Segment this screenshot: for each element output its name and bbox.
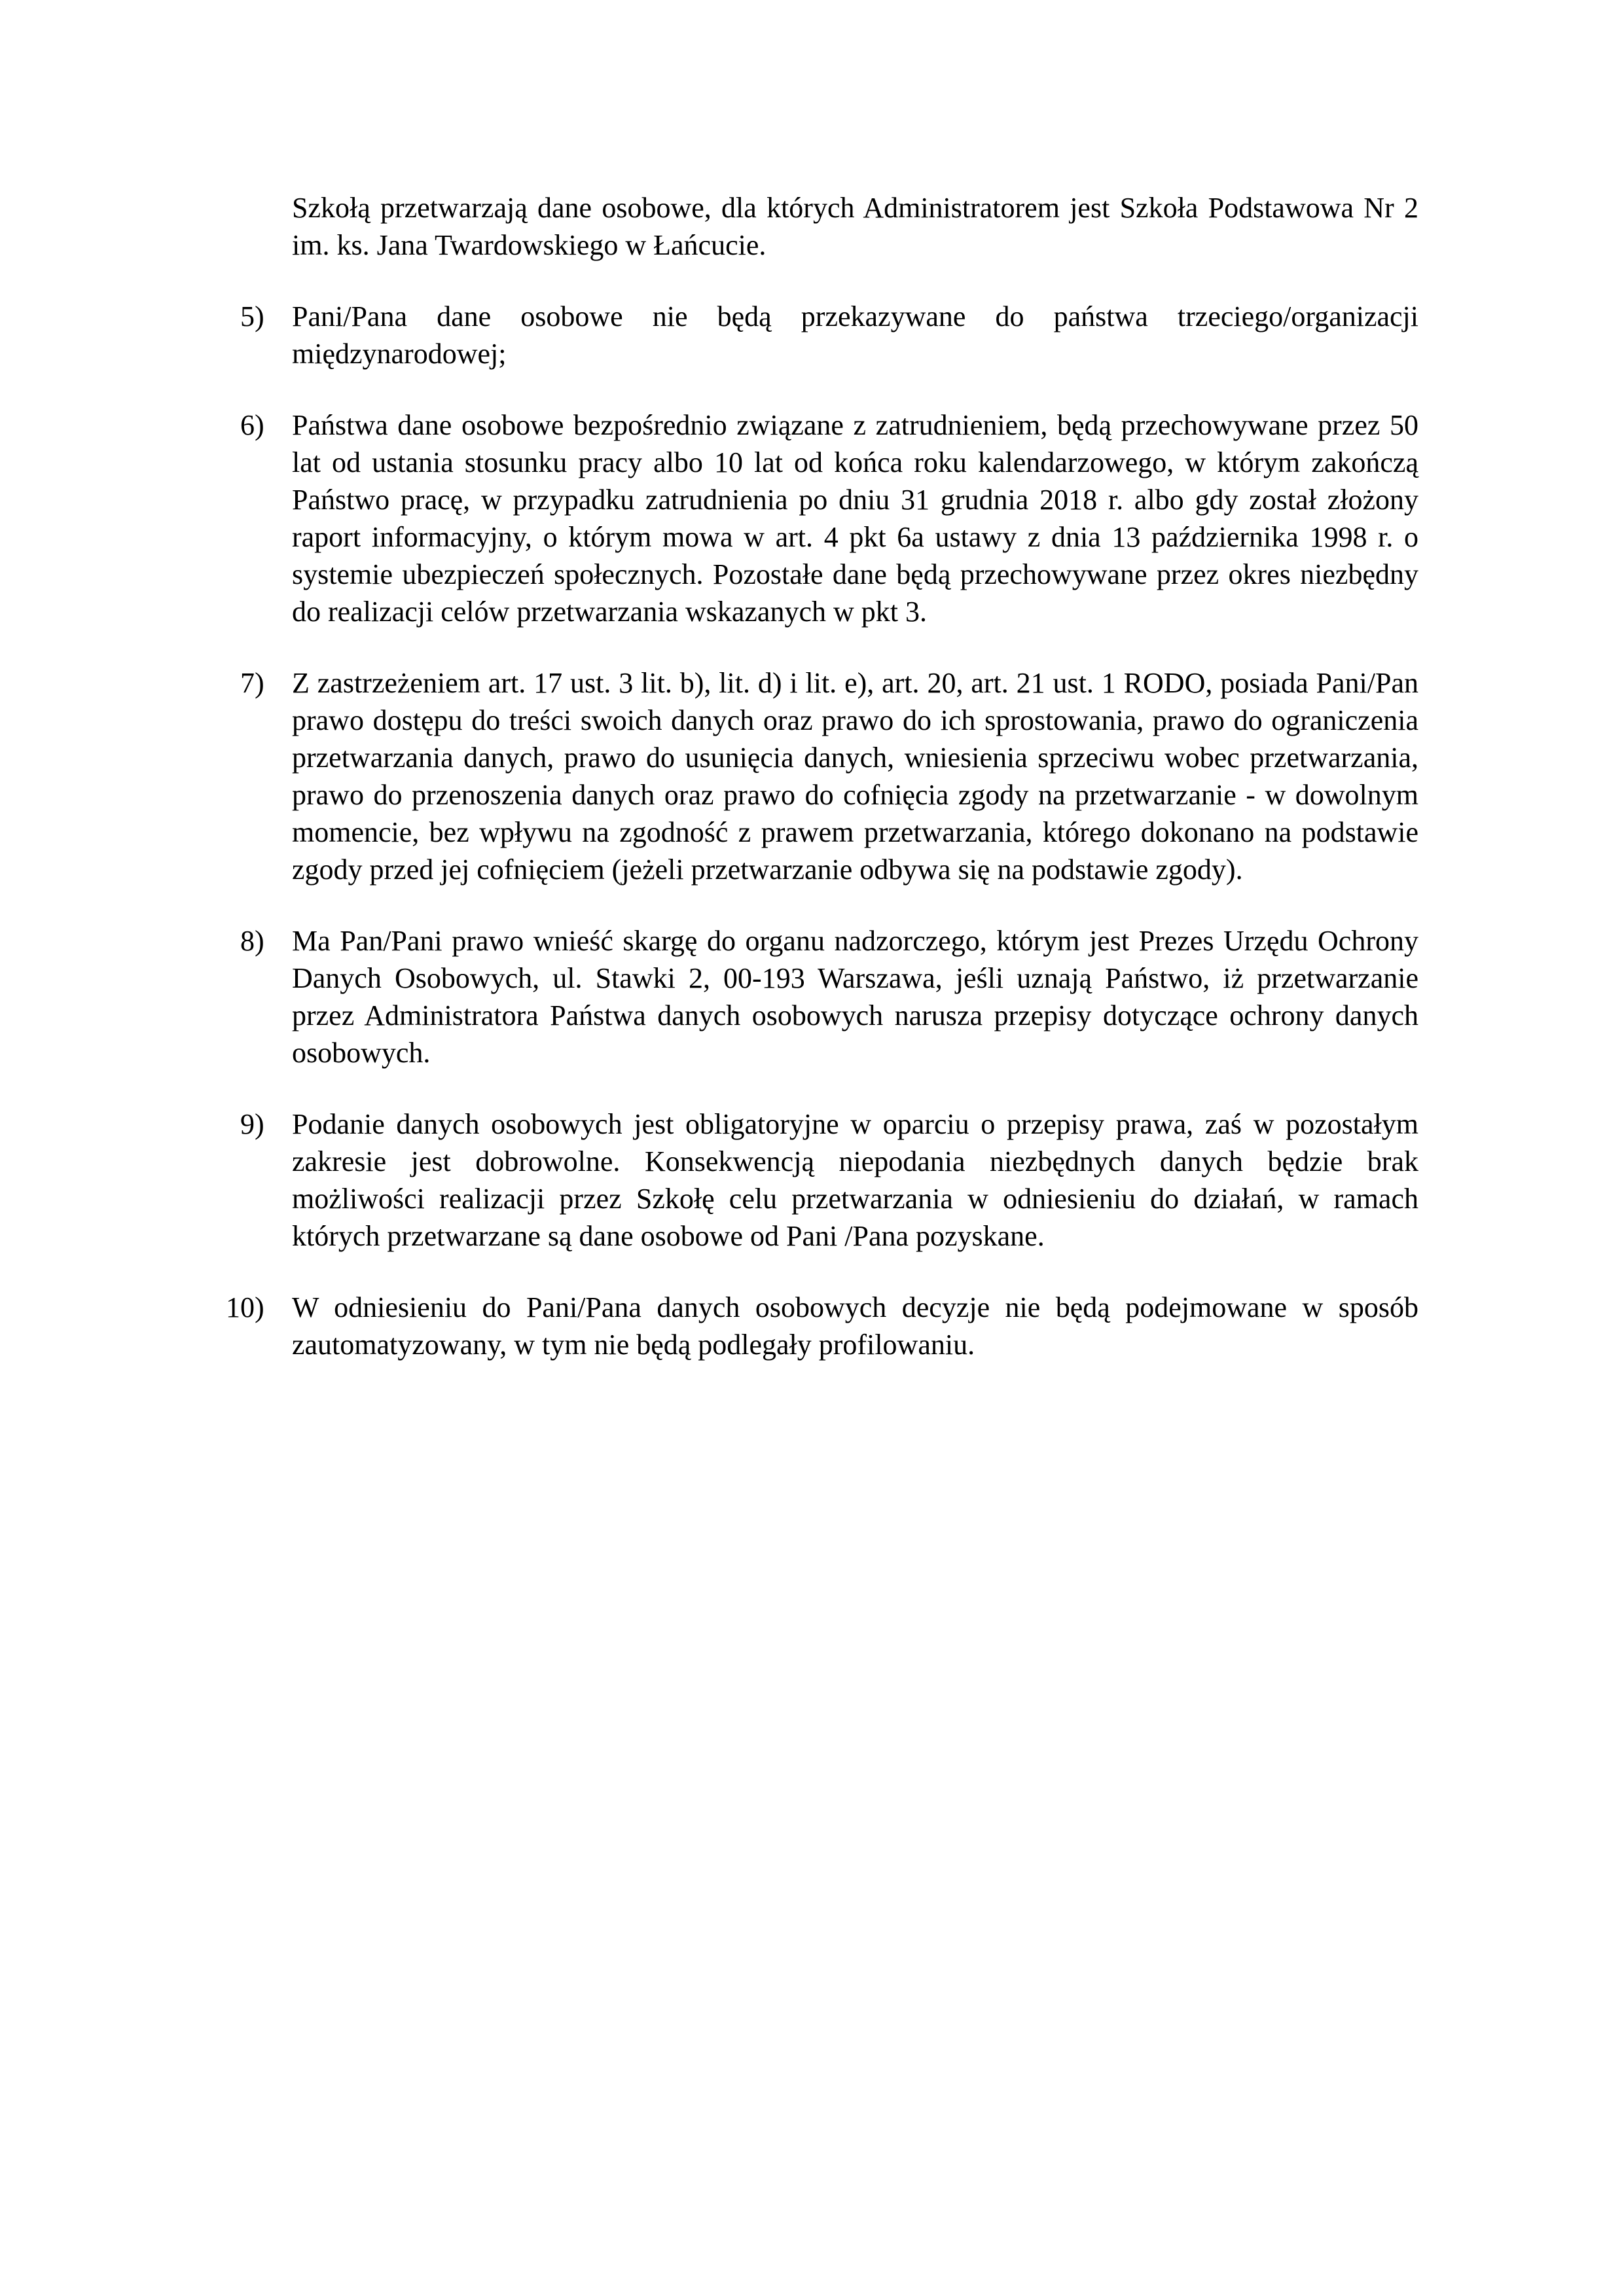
list-item-9 — [240, 1105, 1418, 1255]
list-item-5 — [240, 298, 1418, 372]
list-item-text: W odniesieniu do Pani/Pana danych osobowych decyzje nie będą podejmowane w sposób zautomatyzowany, w tym nie będą podlegały profilowaniu. — [292, 1291, 1418, 1361]
list-item-text: Z zastrzeżeniem art. 17 ust. 3 lit. b), lit. d) i lit. e), art. 20, art. 21 ust. 1 RODO, posiada Pani/Pan prawo dostępu do treści swoich danych oraz prawo do ich sprostowania, prawo do ograniczenia przetwarzania danych, prawo do usunięcia danych, wniesienia sprzeciwu wobec przetwarzania, prawo do przenoszenia danych oraz prawo do cofnięcia zgody na przetwarzanie - w dowolnym momencie, bez wpływu na zgodność z prawem przetwarzania, którego dokonano na podstawie zgody przed jej cofnięciem (jeżeli przetwarzanie odbywa się na podstawie zgody). — [292, 667, 1418, 886]
list-item-text: Państwa dane osobowe bezpośrednio związane z zatrudnieniem, będą przechowywane przez 50 lat od ustania stosunku pracy albo 10 lat od końca roku kalendarzowego, w którym zakończą Państwo pracę, w przypadku zatrudnienia po dniu 31 grudnia 2018 r. albo gdy został złożony raport informacyjny, o którym mowa w art. 4 pkt 6a ustawy z dnia 13 października 1998 r. o systemie ubezpieczeń społecznych. Pozostałe dane będą przechowywane przez okres niezbędny do realizacji celów przetwarzania wskazanych w pkt 3. — [292, 409, 1418, 628]
list-item-number: 6) — [240, 409, 264, 441]
list-item-number: 10) — [226, 1291, 264, 1323]
list-item-6 — [240, 406, 1418, 630]
list-item-number: 8) — [240, 925, 264, 957]
list-item-number: 7) — [240, 667, 264, 699]
list-item-10 — [226, 1289, 1418, 1363]
document-body — [226, 189, 1418, 1397]
continued-paragraph: Szkołą przetwarzają dane osobowe, dla których Administratorem jest Szkoła Podstawowa Nr 2 im. ks. Jana Twardowskiego w Łańcucie. — [292, 192, 1418, 261]
list-item-number: 9) — [240, 1108, 264, 1140]
list-item-text: Pani/Pana dane osobowe nie będą przekazywane do państwa trzeciego/organizacji międzynarodowej; — [292, 300, 1418, 370]
list-item-text: Podanie danych osobowych jest obligatoryjne w oparciu o przepisy prawa, zaś w pozostałym zakresie jest dobrowolne. Konsekwencją niepodania niezbędnych danych będzie brak możliwości realizacji przez Szkołę celu przetwarzania w odniesieniu do działań, w ramach których przetwarzane są dane osobowe od Pani /Pana pozyskane. — [292, 1108, 1418, 1252]
list-item-text: Ma Pan/Pani prawo wnieść skargę do organu nadzorczego, którym jest Prezes Urzędu Ochrony Danych Osobowych, ul. Stawki 2, 00-193 Warszawa, jeśli uznają Państwo, iż przetwarzanie przez Administratora Państwa danych osobowych narusza przepisy dotyczące ochrony danych osobowych. — [292, 925, 1418, 1069]
list-item-number: 5) — [240, 300, 264, 332]
list-item-8 — [240, 922, 1418, 1071]
list-item-7 — [240, 664, 1418, 888]
